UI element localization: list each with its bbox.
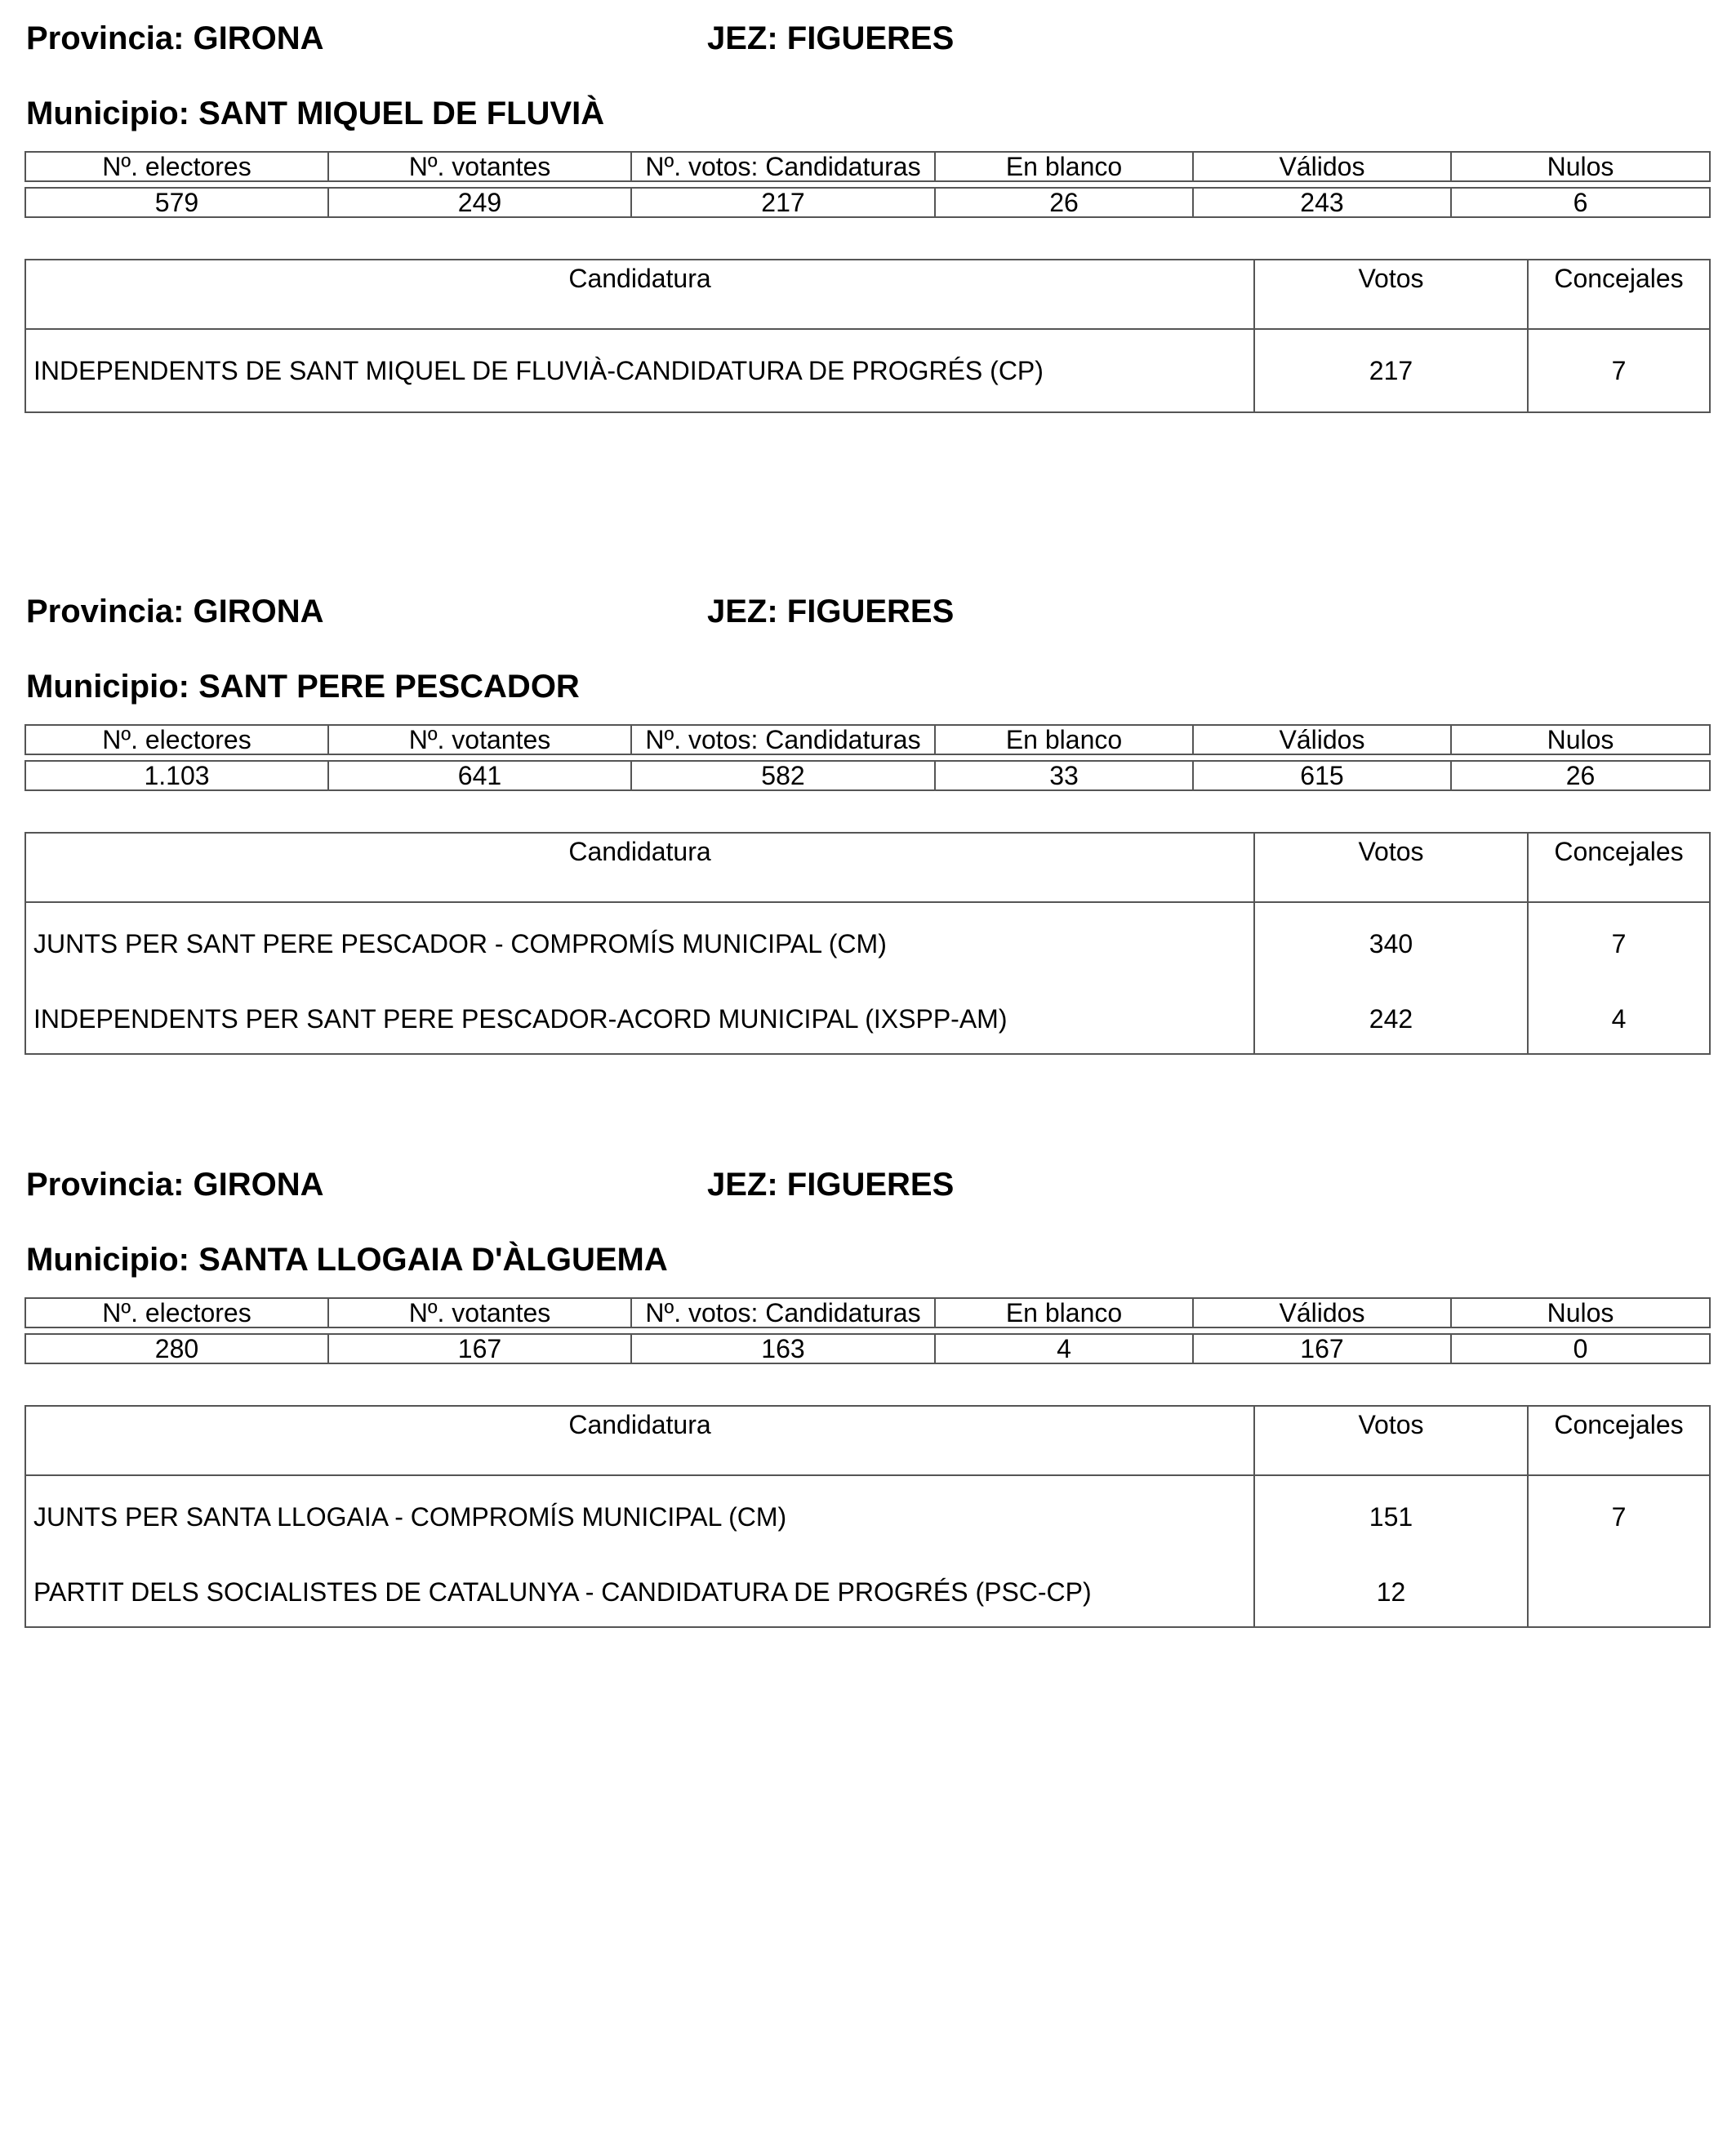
municipio-title: Municipio: SANTA LLOGAIA D'ÀLGUEMA <box>26 1242 668 1278</box>
value-validos: 243 <box>1193 188 1451 217</box>
candidates-header-row <box>25 1406 1710 1475</box>
value-electores: 579 <box>25 188 328 217</box>
header-concejales: Concejales <box>1528 260 1710 329</box>
value-votantes: 641 <box>328 761 631 790</box>
candidates-header-row <box>25 260 1710 329</box>
summary-table <box>24 151 1711 218</box>
candidates-table <box>24 259 1711 413</box>
candidate-name: INDEPENDENTS PER SANT PERE PESCADOR-ACORD MUNICIPAL (IXSPP-AM) <box>25 985 1254 1054</box>
header-en-blanco: En blanco <box>935 725 1193 754</box>
candidate-row <box>25 1558 1710 1627</box>
header-votos: Votos <box>1254 1406 1528 1475</box>
value-nulos: 26 <box>1451 761 1710 790</box>
value-electores: 1.103 <box>25 761 328 790</box>
candidate-row <box>25 1475 1710 1558</box>
candidate-votos: 242 <box>1254 985 1528 1054</box>
header-electores: Nº. electores <box>25 152 328 181</box>
candidate-row <box>25 329 1710 412</box>
value-votos-candidaturas: 163 <box>631 1334 935 1363</box>
header-votantes: Nº. votantes <box>328 725 631 754</box>
summary-table <box>24 1297 1711 1364</box>
header-en-blanco: En blanco <box>935 152 1193 181</box>
candidate-concejales: 4 <box>1528 985 1710 1054</box>
header-electores: Nº. electores <box>25 725 328 754</box>
candidate-row <box>25 902 1710 985</box>
header-votos: Votos <box>1254 833 1528 902</box>
municipality-section-2 <box>0 587 1736 1158</box>
candidate-votos: 151 <box>1254 1475 1528 1558</box>
header-nulos: Nulos <box>1451 152 1710 181</box>
candidate-name: JUNTS PER SANT PERE PESCADOR - COMPROMÍS MUNICIPAL (CM) <box>25 902 1254 985</box>
summary-header-row <box>25 725 1710 754</box>
value-en-blanco: 4 <box>935 1334 1193 1363</box>
header-votantes: Nº. votantes <box>328 1298 631 1327</box>
summary-value-row <box>25 761 1710 790</box>
candidate-row <box>25 985 1710 1054</box>
candidate-concejales: 7 <box>1528 1475 1710 1558</box>
provincia-label: Provincia: GIRONA <box>26 1167 324 1203</box>
candidate-name: INDEPENDENTS DE SANT MIQUEL DE FLUVIÀ-CANDIDATURA DE PROGRÉS (CP) <box>25 329 1254 412</box>
candidates-table <box>24 832 1711 1055</box>
header-votos-candidaturas: Nº. votos: Candidaturas <box>631 152 935 181</box>
header-concejales: Concejales <box>1528 1406 1710 1475</box>
candidate-concejales <box>1528 1558 1710 1627</box>
header-validos: Válidos <box>1193 152 1451 181</box>
header-candidatura: Candidatura <box>25 260 1254 329</box>
provincia-label: Provincia: GIRONA <box>26 20 324 56</box>
summary-value-row <box>25 188 1710 217</box>
header-candidatura: Candidatura <box>25 1406 1254 1475</box>
header-validos: Válidos <box>1193 1298 1451 1327</box>
value-nulos: 0 <box>1451 1334 1710 1363</box>
candidates-table <box>24 1405 1711 1628</box>
value-validos: 615 <box>1193 761 1451 790</box>
summary-value-row <box>25 1334 1710 1363</box>
provincia-label: Provincia: GIRONA <box>26 594 324 629</box>
header-nulos: Nulos <box>1451 1298 1710 1327</box>
candidates-header-row <box>25 833 1710 902</box>
candidate-concejales: 7 <box>1528 902 1710 985</box>
value-votantes: 167 <box>328 1334 631 1363</box>
header-validos: Válidos <box>1193 725 1451 754</box>
value-electores: 280 <box>25 1334 328 1363</box>
summary-table <box>24 724 1711 791</box>
header-electores: Nº. electores <box>25 1298 328 1327</box>
header-nulos: Nulos <box>1451 725 1710 754</box>
header-en-blanco: En blanco <box>935 1298 1193 1327</box>
value-votantes: 249 <box>328 188 631 217</box>
candidate-votos: 340 <box>1254 902 1528 985</box>
municipality-section-3 <box>0 1160 1736 1732</box>
value-en-blanco: 33 <box>935 761 1193 790</box>
header-concejales: Concejales <box>1528 833 1710 902</box>
municipio-title: Municipio: SANT PERE PESCADOR <box>26 669 580 705</box>
municipality-section-1 <box>0 14 1736 585</box>
header-votos-candidaturas: Nº. votos: Candidaturas <box>631 1298 935 1327</box>
header-votos-candidaturas: Nº. votos: Candidaturas <box>631 725 935 754</box>
jez-label: JEZ: FIGUERES <box>707 1167 955 1203</box>
jez-label: JEZ: FIGUERES <box>707 20 955 56</box>
municipio-title: Municipio: SANT MIQUEL DE FLUVIÀ <box>26 96 605 131</box>
summary-header-row <box>25 1298 1710 1327</box>
value-nulos: 6 <box>1451 188 1710 217</box>
header-candidatura: Candidatura <box>25 833 1254 902</box>
candidate-votos: 217 <box>1254 329 1528 412</box>
candidate-votos: 12 <box>1254 1558 1528 1627</box>
value-votos-candidaturas: 217 <box>631 188 935 217</box>
summary-header-row <box>25 152 1710 181</box>
candidate-name: JUNTS PER SANTA LLOGAIA - COMPROMÍS MUNICIPAL (CM) <box>25 1475 1254 1558</box>
header-votos: Votos <box>1254 260 1528 329</box>
value-votos-candidaturas: 582 <box>631 761 935 790</box>
candidate-concejales: 7 <box>1528 329 1710 412</box>
value-en-blanco: 26 <box>935 188 1193 217</box>
jez-label: JEZ: FIGUERES <box>707 594 955 629</box>
candidate-name: PARTIT DELS SOCIALISTES DE CATALUNYA - CANDIDATURA DE PROGRÉS (PSC-CP) <box>25 1558 1254 1627</box>
value-validos: 167 <box>1193 1334 1451 1363</box>
header-votantes: Nº. votantes <box>328 152 631 181</box>
